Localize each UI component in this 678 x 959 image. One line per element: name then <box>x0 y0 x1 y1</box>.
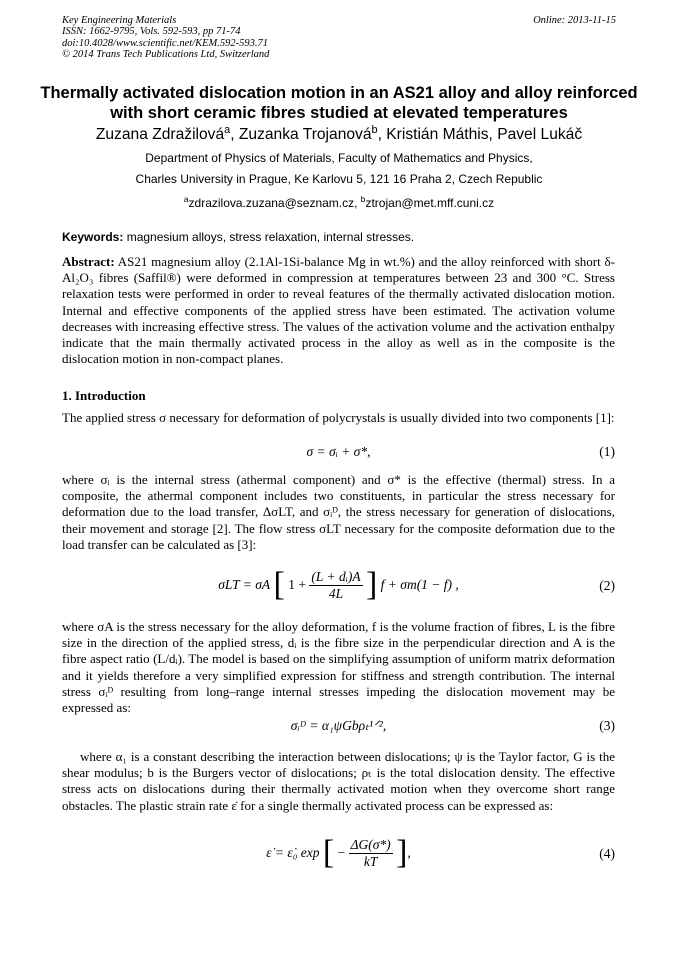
equation-2-lhs: σLT = σA <box>218 577 271 592</box>
abstract <box>62 254 615 367</box>
header-left <box>62 15 269 61</box>
abstract-label: Abstract: <box>62 254 115 269</box>
author-2: Zuzanka Trojanová <box>238 126 372 144</box>
equation-4-denominator: kT <box>363 853 378 869</box>
paragraph-3: where σA is the stress necessary for the alloy deformation, f is the volume fraction of fibres, L is the fibre size in the direction of the applied stress, dᵢ is the fibre size in the perpendicular direction and A is the fibre aspect ratio (L/dᵢ). The model is based on the simplifying assumption of uniform matrix deformation and it yields therefore a very simplified expression for stiffness and strength contribution. The internal stress σᵢᴰ resulting from long–range internal stresses impeding the dislocation movement may be expressed as: <box>62 619 615 716</box>
abstract-text: AS21 magnesium alloy (2.1Al-1Si-balance Mg in wt.%) and the alloy reinforced with short δ-Al₂O₃ fibres (Saffil®) were deformed in compression at temperatures between 23 and 300 °C. Stress relaxation tests were performed in order to reveal features of the thermally activated dislocation motion. Internal and effective components of the applied stress have been estimated. The activation volume decreases with increasing effective stress. The values of the activation volume and the activation enthalpy indicate that the main thermally activated process in the alloy as well as in the composite is the dislocation motion in non-compact planes. <box>62 254 615 367</box>
email-a-mark: a <box>183 194 189 204</box>
equation-4-numerator: ΔG(σ*) <box>350 836 391 852</box>
author-1-mark: a <box>224 124 231 136</box>
equation-4-fraction <box>349 837 393 870</box>
equation-2-rhs: f + σm(1 − f) , <box>380 577 459 592</box>
affiliation-line-2: Charles University in Prague, Ke Karlovu 5, 121 16 Praha 2, Czech Republic <box>135 172 543 186</box>
equation-2-one: 1 + <box>288 577 306 592</box>
author-1: Zuzana Zdražilová <box>95 126 225 144</box>
keywords <box>62 230 414 244</box>
affiliation-line-1: Department of Physics of Materials, Faculty of Mathematics and Physics, <box>145 151 533 165</box>
equation-4 <box>62 834 615 874</box>
paragraph-1: The applied stress σ necessary for deformation of polycrystals is usually divided into two components [1]: <box>62 410 615 425</box>
equation-4-minus: − <box>337 845 346 860</box>
section-heading: 1. Introduction <box>62 388 146 403</box>
issn: ISSN: 1662-9795, Vols. 592-593, pp 71-74 <box>62 26 241 38</box>
bracket-open: [ <box>273 566 285 603</box>
equation-4-lhs: ε̇ = ε̇₀ exp <box>266 845 320 860</box>
authors: Zuzana Zdražilová$^a$, Zuzanka Trojanová$^b$, Kristián Máthis, Pavel Lukáč <box>95 124 583 144</box>
equation-1 <box>62 444 615 464</box>
keywords-text: magnesium alloys, stress relaxation, internal stresses. <box>123 230 415 244</box>
paragraph-4: where α₁ is a constant describing the interaction between dislocations; ψ is the Taylor factor, G is the shear modulus; b is the Burgers vector of dislocations; ρₜ is the total dislocation density. The effective stress acts on dislocations during their thermally activated motion when they overcome short range obstacles. The plastic strain rate ε̇ for a single thermally activated process can be expressed as: <box>62 749 615 813</box>
equation-1-body: σ = σᵢ + σ*, <box>306 444 371 459</box>
bracket-close-4: ] <box>396 834 408 871</box>
equation-4-number: (4) <box>599 846 615 861</box>
equation-2 <box>62 566 615 606</box>
email-b[interactable]: ztrojan@met.mff.cuni.cz <box>365 196 495 210</box>
copyright: © 2014 Trans Tech Publications Ltd, Switzerland <box>62 49 270 61</box>
equation-3 <box>62 718 615 738</box>
email-a[interactable]: zdrazilova.zuzana@seznam.cz, <box>188 196 361 210</box>
keywords-label: Keywords: <box>62 230 124 244</box>
doi: doi:10.4028/www.scientific.net/KEM.592-593.71 <box>62 37 268 49</box>
equation-2-number: (2) <box>599 578 615 593</box>
bracket-open-4: [ <box>322 834 335 871</box>
paper-title: Thermally activated dislocation motion in an AS21 alloy and alloy reinforced with short ceramic fibres studied at elevated temperatures <box>40 84 638 122</box>
email-b-mark: b <box>360 194 366 204</box>
equation-2-denominator: 4L <box>328 585 344 601</box>
emails <box>40 194 638 210</box>
author-3-4: Kristián Máthis, Pavel Lukáč <box>386 126 583 144</box>
journal-name: Key Engineering Materials <box>62 15 177 26</box>
equation-3-number: (3) <box>599 718 615 733</box>
equation-2-numerator: (L + dᵢ)A <box>311 568 361 584</box>
equation-4-tail: , <box>407 845 411 860</box>
paragraph-2: where σᵢ is the internal stress (athermal component) and σ* is the effective (thermal) stress. In a composite, the athermal component includes two constituents, in particular the stress necessary for deformation due to the load transfer, ΔσLT, and σᵢᴰ, the stress necessary for generation of dislocations, their movement and storage [2]. The flow stress σLT necessary for the composite deformation due to the load transfer can be calculated as [3]: <box>62 472 615 552</box>
equation-2-fraction <box>309 569 362 602</box>
equation-3-body: σᵢᴰ = α₁ψGbρₜ¹ᐟ², <box>290 718 387 733</box>
author-2-mark: b <box>371 124 378 136</box>
online-date: Online: 2013-11-15 <box>533 15 616 26</box>
equation-1-number: (1) <box>599 444 615 459</box>
bracket-close: ] <box>365 566 378 603</box>
